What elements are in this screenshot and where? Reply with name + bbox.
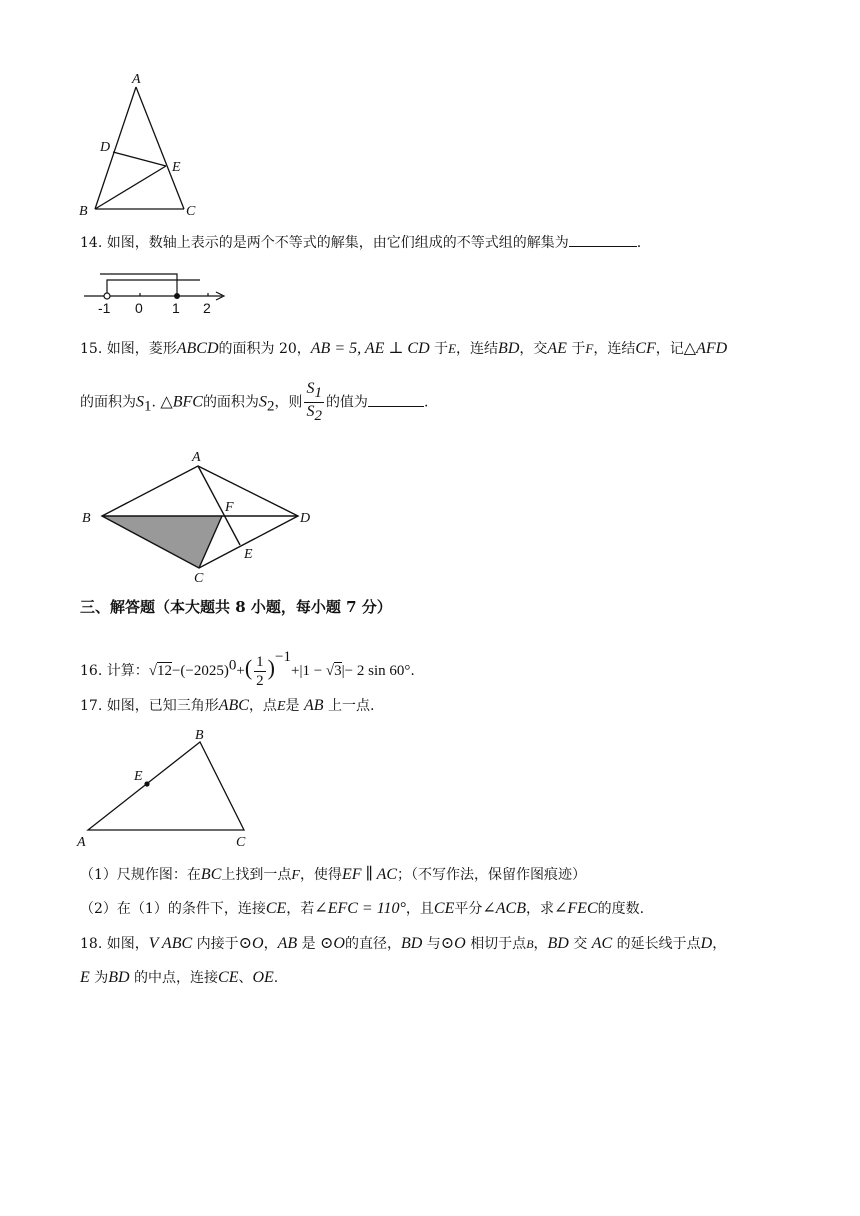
q15-text: 的面积为 — [202, 394, 259, 411]
q15-text: ，记 — [655, 341, 684, 357]
q15-point-e: E — [448, 341, 457, 356]
q14-number: 14. — [80, 235, 103, 251]
q17-label-e: E — [134, 769, 143, 784]
q15-triangle-afd: △AFD — [683, 340, 728, 357]
q15-number: 15. — [80, 341, 103, 357]
q18-text: 如图， — [106, 936, 149, 952]
q17-text: ，若 — [286, 901, 315, 917]
q17-text: 的度数. — [597, 901, 645, 917]
q15-label-b: B — [82, 511, 91, 526]
q14-question — [80, 232, 641, 254]
q14-tick-neg1: -1 — [98, 300, 111, 316]
q18-text: 的中点，连接 — [134, 970, 219, 986]
q13-label-d: D — [100, 140, 111, 155]
q18-text: ， — [533, 936, 548, 952]
q17-segment-bc: BC — [200, 866, 222, 883]
q15-segment-ae: AE — [547, 340, 567, 357]
q18-text: 、 — [238, 970, 253, 986]
q18-segment-ce: CE — [218, 969, 239, 986]
q15-text: 的值为 — [325, 394, 368, 411]
q17-segment-ce: CE — [433, 900, 455, 917]
q15-text: ，则 — [274, 394, 303, 411]
q17-label-c: C — [236, 835, 246, 850]
q16-exp0: 0 — [228, 657, 237, 674]
q17-angle-fec: ∠FEC — [554, 900, 598, 917]
section-3-heading: 三、解答题（本大题共 8 小题，每小题 7 分） — [80, 598, 392, 616]
q18-point-e: E — [80, 969, 90, 986]
q17-point-e-dot — [144, 781, 149, 786]
q16-sqrt12: √12 — [148, 663, 172, 679]
q18-circle-o: ⊙O — [238, 935, 264, 952]
q17-text: 上找到一点 — [221, 867, 292, 883]
q18-circle-o: ⊙O — [320, 935, 345, 952]
q17-text: ，且 — [405, 901, 434, 917]
q15-end: . — [423, 394, 429, 411]
q17-segment-ab: AB — [303, 697, 324, 714]
q18-question-line2 — [80, 967, 278, 989]
q15-ratio-fraction: $\frac{S_1}{S_2}$ — [306, 380, 322, 425]
q17-text: （1）尺规作图：在 — [80, 867, 201, 883]
q14-answer-blank — [569, 232, 637, 247]
q17-text: （2）在（1）的条件下，连接 — [80, 901, 266, 917]
q18-segment-bd: BD — [547, 935, 569, 952]
q13-label-b: B — [79, 204, 88, 219]
q16-plus: + — [236, 663, 245, 679]
q18-segment-oe: OE — [252, 969, 274, 986]
q14-text: 如图，数轴上表示的是两个不等式的解集，由它们组成的不等式组的解集为 — [106, 235, 569, 251]
q15-segment-cf: CF — [635, 340, 656, 357]
q17-text: ，求 — [526, 901, 554, 917]
q14-solution-bracket-left — [100, 274, 177, 296]
q17-text: ，点 — [248, 698, 277, 714]
q16-minus: − — [171, 663, 181, 679]
q18-text: ， — [263, 936, 278, 952]
q16-abs-term: |1 − √3| — [299, 663, 345, 679]
q15-s1-sub: 1 — [144, 398, 152, 415]
q17-text: 如图，已知三角形 — [106, 698, 219, 714]
q18-question-line1 — [80, 933, 726, 955]
q15-segment-bd: BD — [498, 340, 520, 357]
q15-s1: S — [136, 393, 144, 411]
q15-label-e: E — [244, 547, 253, 562]
q15-rhombus-name: ABCD — [176, 340, 219, 357]
q14-tick-0: 0 — [135, 300, 143, 316]
q15-text: 如图，菱形 — [106, 341, 177, 357]
q15-text: 的面积为 20， — [218, 341, 311, 357]
q15-answer-blank — [368, 392, 424, 407]
q17-triangle-figure — [74, 726, 264, 852]
q17-segment-ce: CE — [265, 900, 287, 917]
q17-question — [80, 695, 374, 718]
q17-angle-acb: ∠ACB — [482, 900, 526, 917]
q15-s2: S — [258, 393, 267, 411]
q15-text: ，交 — [519, 341, 548, 357]
q16-exp-neg1: −1 — [275, 649, 291, 665]
q13-label-c: C — [186, 204, 196, 219]
q15-text: 的面积为 — [80, 394, 136, 411]
q15-question-line2 — [80, 380, 428, 428]
q16-half-fraction: $\frac{1}{2}$ — [256, 653, 264, 689]
q18-text: 是 — [301, 936, 316, 952]
q15-condition: AB = 5, AE ⊥ CD — [310, 340, 430, 357]
q17-parallel-condition: EF ∥ AC — [341, 866, 398, 883]
q18-number: 18. — [80, 936, 103, 952]
q15-s2-sub: 2 — [266, 398, 275, 415]
q17-point-f: F — [291, 868, 300, 883]
q15-text: ，连结 — [456, 341, 499, 357]
q13-label-a: A — [132, 72, 141, 87]
q14-end: . — [636, 235, 642, 251]
q17-text: ，使得 — [299, 867, 342, 883]
q18-text: 的延长线于点 — [616, 936, 701, 952]
q15-triangle-bfc: △BFC — [160, 393, 203, 411]
q17-number: 17. — [80, 698, 103, 714]
q17-point-e: E — [276, 699, 286, 714]
q17-part1 — [80, 864, 586, 887]
q17-part2 — [80, 898, 644, 920]
q18-segment-bd: BD — [108, 969, 130, 986]
q18-text: 为 — [94, 970, 109, 986]
q18-text: . — [273, 970, 279, 986]
q16-question: 16. 计算：$√12-(-2025)^0+$( $\frac{1}{2}$ )$^{-1}$+|1 − √3|− 2 sin 60°. — [80, 649, 415, 689]
q13-label-e: E — [172, 160, 181, 175]
q16-end: . — [410, 663, 415, 679]
q17-angle-efc: ∠EFC = 110° — [314, 900, 406, 917]
q15-text: 于 — [434, 341, 449, 357]
q18-segment-ab: AB — [277, 935, 298, 952]
q15-label-f: F — [225, 500, 234, 515]
q15-label-d: D — [300, 511, 311, 526]
q14-solution-bracket-right — [107, 280, 200, 296]
q13-triangle-figure — [76, 70, 206, 220]
q15-text: 于 — [571, 341, 586, 357]
q14-tick-1: 1 — [172, 300, 180, 316]
q17-label-a: A — [77, 835, 86, 850]
q17-text: 上一点. — [327, 698, 375, 714]
q18-triangle-name: V ABC — [148, 935, 193, 952]
q15-text: . — [151, 394, 161, 411]
q15-label-a: A — [192, 450, 201, 465]
q18-text: 相切于点 — [470, 936, 527, 952]
q18-text: 内接于 — [196, 936, 239, 952]
q18-circle-o: ⊙O — [440, 935, 466, 952]
q15-text: ，连结 — [593, 341, 636, 357]
q17-triangle-outline — [88, 742, 244, 830]
q16-paren-term: (−2025) — [180, 663, 229, 679]
q14-closed-point — [174, 293, 180, 299]
q17-label-b: B — [195, 728, 204, 743]
q18-text: 交 — [573, 936, 588, 952]
q15-rhombus-figure — [78, 444, 328, 586]
q15-question-line1 — [80, 338, 727, 360]
q17-text: 是 — [285, 698, 300, 714]
q17-triangle-name: ABC — [218, 697, 249, 714]
q15-shaded-triangle-bfc — [102, 516, 222, 568]
q16-label: 计算： — [106, 663, 149, 679]
q14-open-point — [104, 293, 110, 299]
q16-number: 16. — [80, 663, 103, 679]
q18-point-b: B — [526, 937, 534, 951]
q17-text: 平分 — [454, 901, 483, 917]
q15-point-f: F — [585, 341, 594, 356]
q18-text: 的直径， — [344, 936, 401, 952]
q16-tail: − 2 sin 60° — [344, 663, 411, 679]
q15-label-c: C — [194, 571, 204, 586]
q18-segment-bd: BD — [400, 935, 423, 952]
q14-tick-2: 2 — [203, 300, 211, 316]
q18-segment-ac: AC — [591, 935, 613, 952]
q18-point-d: D — [700, 935, 713, 952]
q18-text: ， — [712, 936, 727, 952]
q14-number-line-figure — [84, 266, 234, 318]
q18-text: 与 — [426, 936, 441, 952]
q17-text: ；（不写作法，保留作图痕迹） — [397, 867, 587, 883]
